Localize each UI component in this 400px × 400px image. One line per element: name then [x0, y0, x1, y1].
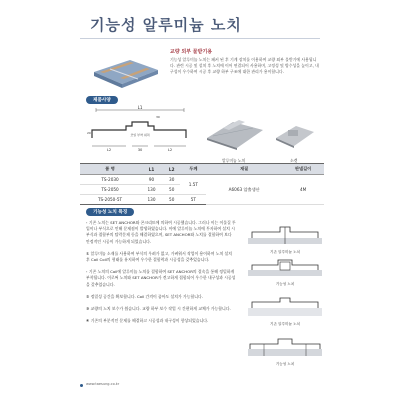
old-notch-diagram-2	[244, 296, 326, 318]
intro-heading: 교량 외부 물받기용	[170, 49, 213, 55]
diagram-4	[244, 336, 326, 367]
title-divider	[80, 38, 320, 39]
feature-item: · 기존 노치는 SET ANCHOR와 콘크리트에 의하여 시공했습니다. 그러나 이는 이물질 투입이나 부식으로 인해 문제점이 발생하였습니다. 이에 알루미늄 노치에 투자하여 설치 시 부식과 접합부의 탈락문제 등을 해결하였으며, SET ANCHOR와 노치를 결합하여 보다 안정적인 시공이 가능하게 되었습니다.	[86, 220, 236, 244]
new-notch-diagram-2	[244, 336, 326, 358]
section-spec-label: 제품사양	[86, 96, 118, 104]
table-row	[80, 175, 324, 185]
col-thickness: 두께	[180, 164, 206, 175]
dim-30: 30	[137, 148, 143, 152]
photo2-caption: 소켓	[290, 158, 298, 163]
photo1-caption: 알루미늄 노치	[222, 158, 246, 163]
diagram-3-caption: 기존 알루미늄 노치	[269, 322, 301, 326]
section-feature-label: 기능성 노치 특징	[86, 208, 134, 216]
diagram-2-caption: 기능성 노치	[275, 282, 295, 286]
dim-l1: L1	[137, 105, 143, 110]
inner-label: 코일 부착 위치	[130, 133, 150, 137]
col-l2: L2	[163, 164, 180, 175]
cell: A6063 압출생산	[206, 175, 282, 205]
cell: 50	[163, 185, 180, 195]
dim-h30: 30	[156, 115, 160, 119]
feature-item: · 기존 노치의 Coil에 알루미늄 노치를 결합하여 SET ANCHOR의 결속을 통해 정밀하게 부착됩니다. 이로써 노치와 SET ANCHOR가 견고하게 접합되어 우수한 내구성과 시공성을 갖추었습니다.	[86, 269, 236, 287]
feature-item: ② 정밀성 공간을 확보합니다. Coil 간격이 좁아도 설치가 가능합니다.	[86, 293, 204, 299]
old-notch-diagram	[244, 224, 326, 246]
cell: 4M	[282, 175, 324, 205]
features-list	[86, 220, 236, 330]
cell: TS-2030	[80, 175, 140, 185]
dim-l2-right: L2	[167, 148, 173, 152]
cell: 5T	[180, 195, 206, 205]
notch-photo	[203, 108, 267, 152]
new-notch-diagram	[244, 256, 326, 278]
col-length: 판넬길이	[282, 164, 324, 175]
col-name: 품 명	[80, 164, 140, 175]
diagram-1-caption: 기존 알루미늄 노치	[269, 250, 301, 254]
intro-body: 기능성 알루미늄 노치는 패커 된 후 기계 장치를 이용하여 교량 외부 물받기에 사용됩니다. 관련 시공 및 설치 후 노치에 이어 연결되어 사용하며, 고정성 및 방수성을 높이고, 내구성이 우수하여 시공 후 교량 하부 구조에 대한 관리가 용이합니다.	[170, 57, 319, 74]
spec-table	[80, 163, 324, 205]
diagram-2	[244, 256, 326, 287]
dim-h20: 20	[87, 131, 91, 135]
roof-illustration	[90, 50, 162, 90]
spec-drawing	[86, 104, 196, 158]
feature-item: ④ 기존의 부분적인 문제를 해결하고 시공성과 내구성이 향상되었습니다.	[86, 318, 209, 324]
col-l1: L1	[140, 164, 163, 175]
diagram-3	[244, 296, 326, 327]
feature-item: ① 알루미늄 소재를 사용하여 부식의 우려가 없고, 가벼워서 작업이 용이하며 노치 설치 후 Coil Coil의 형태를 유지하여 우수한 결합력과 시공성을 갖추었습니다.	[86, 250, 233, 263]
diagram-1	[244, 224, 326, 255]
footer-dot	[80, 384, 83, 387]
cell: 50	[163, 195, 180, 205]
col-material: 재질	[206, 164, 282, 175]
diagram-4-caption: 기능성 노치	[275, 362, 295, 366]
cell: 30	[163, 175, 180, 185]
cell: 1.5T	[180, 175, 206, 195]
feature-item: ③ 교량의 노치 보수가 쉽습니다. 교량 하부 보수 작업 시 간편하게 교체가 가능합니다.	[86, 306, 231, 312]
cell: 130	[140, 195, 163, 205]
cell: TS-2050	[80, 185, 140, 195]
socket-photo	[270, 110, 320, 152]
cell: 90	[140, 175, 163, 185]
footer-url: www.taesung.co.kr	[86, 382, 120, 386]
cell: TS-2050-5T	[80, 195, 140, 205]
dim-l2-left: L2	[106, 148, 112, 152]
cell: 130	[140, 185, 163, 195]
page-title: 기능성 알루미늄 노치	[90, 16, 242, 34]
table-header-row	[80, 164, 324, 175]
